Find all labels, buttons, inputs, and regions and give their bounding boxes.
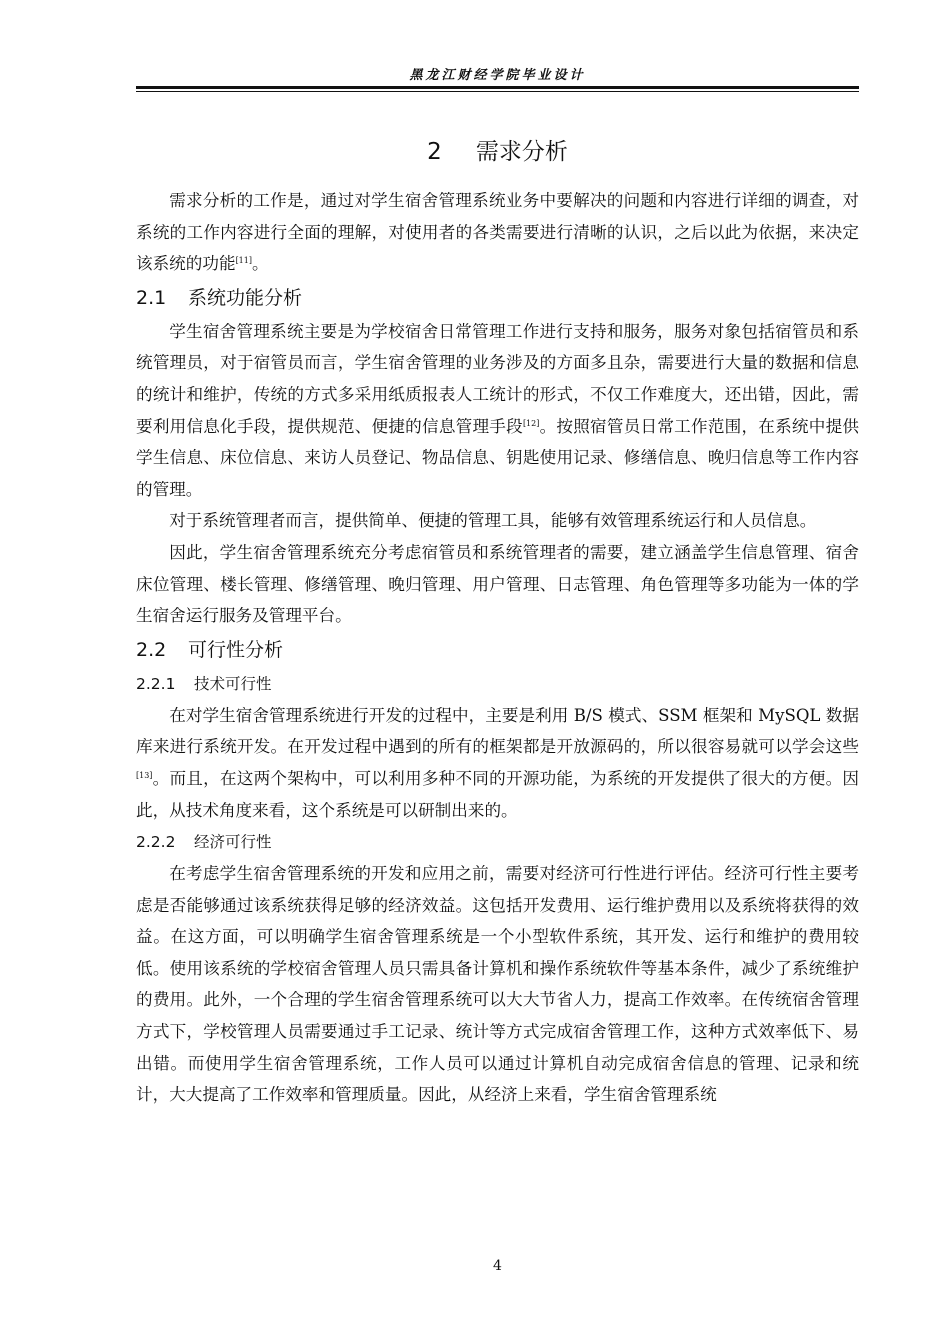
chapter-title: 需求分析 <box>475 139 568 165</box>
intro-paragraph <box>136 185 859 280</box>
section-2-1-paragraph-3: 因此，学生宿舍管理系统充分考虑宿管员和系统管理者的需要，建立涵盖学生信息管理、宿舍床位管理、楼长管理、修缮管理、晚归管理、用户管理、日志管理、角色管理等多功能为一体的学生宿舍运行服务及管理平台。 <box>136 542 859 626</box>
intro-text: 需求分析的工作是，通过对学生宿舍管理系统业务中要解决的问题和内容进行详细的调查，对系统的工作内容进行全面的理解，对使用者的各类需要进行清晰的认识，之后以此为依据，来决定该系统的功能 <box>136 191 859 274</box>
section-2-1-paragraph-1 <box>136 316 859 506</box>
page-header-title: 黑龙江财经学院毕业设计 <box>409 68 586 83</box>
citation-13: [13] <box>136 770 153 780</box>
section-2-2-1-heading <box>136 668 859 700</box>
chapter-number: 2 <box>427 139 442 165</box>
section-2-1-heading <box>136 280 859 316</box>
header-rule-thick <box>136 86 859 89</box>
section-2-2-2-paragraph: 在考虑学生宿舍管理系统的开发和应用之前，需要对经济可行性进行评估。经济可行性主要考虑是否能够通过该系统获得足够的经济效益。这包括开发费用、运行维护费用以及系统将获得的效益。在这方面，可以明确学生宿舍管理系统是一个小型软件系统，其开发、运行和维护的费用较低。使用该系统的学校宿舍管理人员只需具备计算机和操作系统软件等基本条件，减少了系统维护的费用。此外，一个合理的学生宿舍管理系统可以大大节省人力，提高工作效率。在传统宿舍管理方式下，学校管理人员需要通过手工记录、统计等方式完成宿舍管理工作，这种方式效率低下、易出错。而使用学生宿舍管理系统，工作人员可以通过计算机自动完成宿舍信息的管理、记录和统计，大大提高了工作效率和管理质量。因此，从经济上来看，学生宿舍管理系统 <box>136 864 859 1105</box>
subsection-title: 经济可行性 <box>194 833 272 852</box>
document-body <box>136 185 859 1111</box>
paragraph-text: 学生宿舍管理系统主要是为学校宿舍日常管理工作进行支持和服务，服务对象包括宿管员和系统管理员，对于宿管员而言，学生宿舍管理的业务涉及的方面多且杂，需要进行大量的数据和信息的统计和维护，传统的方式多采用纸质报表人工统计的形式，不仅工作难度大，还出错，因此，需要利用信息化手段，提供规范、便捷的信息管理手段 <box>136 321 859 436</box>
section-title: 系统功能分析 <box>188 286 303 309</box>
section-2-1-paragraph-2: 对于系统管理者而言，提供简单、便捷的管理工具，能够有效管理系统运行和人员信息。 <box>169 511 817 531</box>
section-title: 可行性分析 <box>188 638 284 661</box>
paragraph-text: 。而且，在这两个架构中，可以利用多种不同的开源功能，为系统的开发提供了很大的方便。因此，从技术角度来看，这个系统是可以研制出来的。 <box>136 768 859 820</box>
section-number: 2.1 <box>136 286 167 309</box>
paragraph-text: 在对学生宿舍管理系统进行开发的过程中，主要是利用 B/S 模式、SSM 框架和 MySQL 数据库来进行系统开发。在开发过程中遇到的所有的框架都是开放源码的，所以很容易就可以学会这些 <box>136 705 859 757</box>
subsection-number: 2.2.2 <box>136 833 176 852</box>
intro-tail: 。 <box>251 254 269 274</box>
section-2-2-heading <box>136 632 859 668</box>
section-number: 2.2 <box>136 638 167 661</box>
paragraph-text: 。按照宿管员日常工作范围，在系统中提供学生信息、床位信息、来访人员登记、物品信息、钥匙使用记录、修缮信息、晚归信息等工作内容的管理。 <box>136 416 860 499</box>
citation-12: [12] <box>522 418 540 428</box>
section-2-2-2-heading <box>136 826 859 858</box>
subsection-number: 2.2.1 <box>136 674 176 693</box>
section-2-2-1-paragraph <box>136 700 859 826</box>
header-rule-thin <box>136 91 859 92</box>
chapter-heading <box>136 133 859 166</box>
subsection-title: 技术可行性 <box>194 674 272 693</box>
citation-11: [11] <box>235 256 252 266</box>
page-number: 4 <box>493 1258 502 1274</box>
